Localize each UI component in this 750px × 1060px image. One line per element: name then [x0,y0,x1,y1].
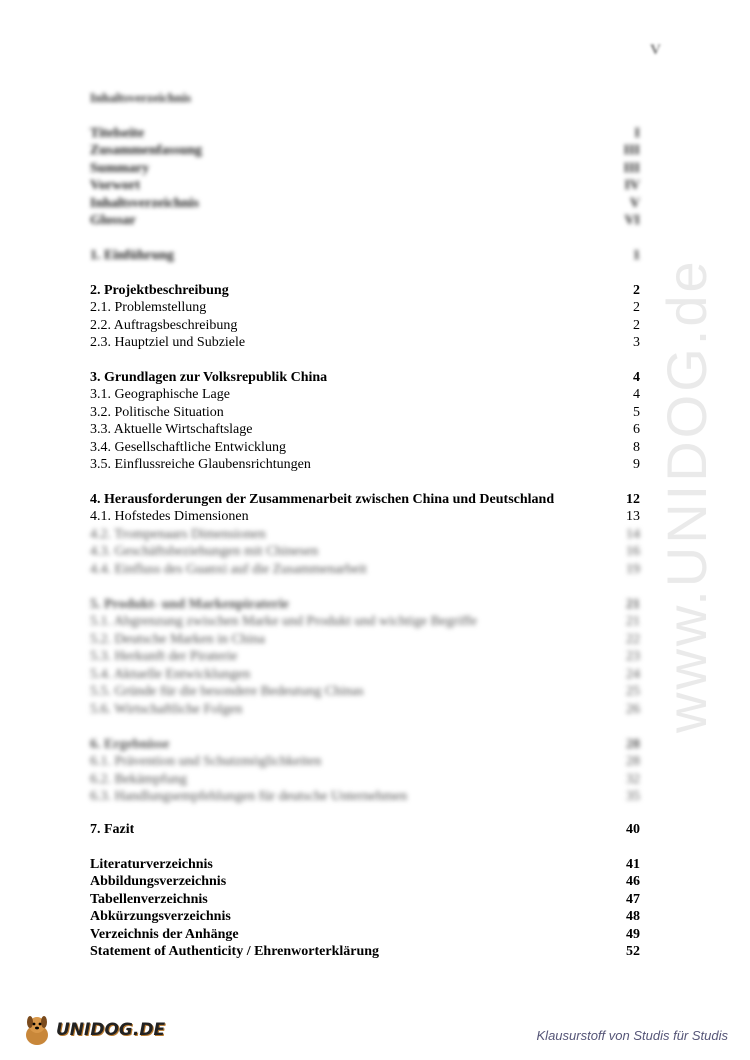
toc-entry-page: 26 [626,702,640,717]
toc-entry-label: Vorwort [90,178,141,193]
toc-entry [90,282,640,299]
toc-entry-label: 3.2. Politische Situation [90,405,224,420]
toc-entry-label: 7. Fazit [90,822,135,837]
toc-entry-page: 5 [633,405,640,420]
toc-entry-label: Glossar [90,213,136,228]
toc-entry-page: 32 [626,772,640,787]
toc-entry-page: 21 [626,597,640,612]
toc-entry-page: 16 [626,544,640,559]
toc-entry [90,736,640,753]
toc-entry-page: 2 [633,283,640,298]
toc-entry-label: 3.3. Aktuelle Wirtschaftslage [90,422,253,437]
toc-entry-label: Abkürzungsverzeichnis [90,909,231,924]
toc-entry-label: Verzeichnis der Anhänge [90,927,239,942]
toc-entry-page: 21 [626,614,640,629]
toc-entry [90,821,640,838]
toc-entry-label: 6. Ergebnisse [90,737,170,752]
toc-entry [90,317,640,334]
toc-entry-label: 4. Herausforderungen der Zusammenarbeit zwischen China und Deutschland [90,492,555,507]
toc-entry [90,456,640,473]
page-number: V [650,42,661,58]
toc-entry-page: 35 [626,789,640,804]
toc-entry [90,856,640,873]
toc-entry [90,613,640,630]
toc-entry [90,683,640,700]
toc-entry-label: 2.2. Auftragsbeschreibung [90,318,238,333]
toc-entry-label: 1. Einführung [90,248,175,263]
toc-entry [90,666,640,683]
toc-entry-page: 1 [633,248,640,263]
toc-entry-label: Abbildungsverzeichnis [90,874,227,889]
toc-entry-page: 47 [626,892,640,907]
toc-entry-label: 5.5. Gründe für die besondere Bedeutung Chinas [90,684,364,699]
toc-entry [90,299,640,316]
toc-entry [90,404,640,421]
toc-entry-page: 24 [626,667,640,682]
toc-entry-label: Inhaltsverzeichnis [90,196,199,211]
toc-entry-page: 14 [626,527,640,542]
toc-entry [90,195,640,212]
toc-entry-page: IV [624,178,640,193]
toc-entry-page: 2 [633,300,640,315]
toc-entry-page: 23 [626,649,640,664]
toc-entry-label: 5.2. Deutsche Marken in China [90,632,265,647]
toc-entry [90,247,640,264]
toc-entry-page: 3 [633,335,640,350]
toc-entry-label: Summary [90,161,150,176]
toc-entry-page: 8 [633,440,640,455]
toc-entry [90,771,640,788]
toc-entry-page: 22 [626,632,640,647]
toc-entry-label: 4.4. Einfluss des Guanxi auf die Zusammenarbeit [90,562,367,577]
toc-entry [90,421,640,438]
toc-entry-page: 6 [633,422,640,437]
toc-entry-page: 48 [626,909,640,924]
toc-entry-page: 41 [626,857,640,872]
toc-entry [90,701,640,718]
toc-entry-page: 28 [626,737,640,752]
toc-entry-page: 4 [633,387,640,402]
toc-entry [90,142,640,159]
toc-entry-page: 2 [633,318,640,333]
toc-entry [90,926,640,943]
toc-entry-page: III [623,161,640,176]
toc-entry-label: 5.6. Wirtschaftliche Folgen [90,702,243,717]
toc-entry [90,631,640,648]
toc-entry [90,891,640,908]
toc-entry-label: 5.1. Abgrenzung zwischen Marke und Produkt und wichtige Begriffe [90,614,477,629]
toc-entry-label: Statement of Authenticity / Ehrenworterklärung [90,944,380,959]
toc-entry-label: Titelseite [90,126,145,141]
toc-entry [90,491,640,508]
toc-entry-label: 2. Projektbeschreibung [90,283,229,298]
toc-entry-label: 6.1. Prävention und Schutzmöglichkeiten [90,754,322,769]
toc-entry-label: 5. Produkt- und Markenpiraterie [90,597,289,612]
toc-entry-page: 49 [626,927,640,942]
toc-entry [90,125,640,142]
toc-entry [90,386,640,403]
watermark: www.UNIDOG.de [655,258,718,733]
toc-entry-label: Zusammenfassung [90,143,203,158]
toc-entry [90,943,640,960]
toc-entry-page: 40 [626,822,640,837]
toc-entry-page: 9 [633,457,640,472]
toc-entry [90,212,640,229]
toc-entry [90,543,640,560]
toc-entry [90,160,640,177]
toc-entry [90,439,640,456]
unidog-logo [22,1010,165,1050]
toc-entry [90,369,640,386]
toc-entry-page: 28 [626,754,640,769]
toc-entry [90,788,640,805]
toc-entry-page: 4 [633,370,640,385]
toc-entry-label: 5.3. Herkunft der Piraterie [90,649,238,664]
logo-text: UNIDOG.DE [56,1020,166,1040]
toc-entry [90,753,640,770]
toc-entry-label: 3.1. Geographische Lage [90,387,230,402]
toc-entry-page: VI [624,213,640,228]
toc-entry-page: 52 [626,944,640,959]
toc-entry-label: 6.2. Bekämpfung [90,772,187,787]
toc-entry [90,561,640,578]
toc-entry-label: 3. Grundlagen zur Volksrepublik China [90,370,328,385]
footer-tagline: Klausurstoff von Studis für Studis [536,1028,728,1043]
toc-entry [90,177,640,194]
toc-entry [90,334,640,351]
toc-entry-page: I [634,126,640,141]
toc-entry-label: 4.1. Hofstedes Dimensionen [90,509,249,524]
toc-entry [90,508,640,525]
toc-entry-label: 2.1. Problemstellung [90,300,207,315]
toc-entry-label: 2.3. Hauptziel und Subziele [90,335,246,350]
toc-entry-page: 25 [626,684,640,699]
toc-entry-label: Literaturverzeichnis [90,857,213,872]
toc-entry-page: 13 [626,509,640,524]
toc-entry [90,873,640,890]
toc-entry-page: 12 [626,492,640,507]
toc-entry-label: 3.5. Einflussreiche Glaubensrichtungen [90,457,311,472]
toc-title: Inhaltsverzeichnis [90,90,192,105]
toc-entry-label: 4.3. Geschäftsbeziehungen mit Chinesen [90,544,319,559]
toc-entry-page: 19 [626,562,640,577]
dog-icon [22,1013,52,1047]
toc-entry [90,648,640,665]
toc-entry-page: III [623,143,640,158]
toc-entry [90,908,640,925]
toc-entry-label: 6.3. Handlungsempfehlungen für deutsche Unternehmen [90,789,408,804]
toc-entry [90,526,640,543]
toc-entry-label: Tabellenverzeichnis [90,892,208,907]
toc-entry-label: 5.4. Aktuelle Entwicklungen [90,667,251,682]
toc-entry-label: 3.4. Gesellschaftliche Entwicklung [90,440,286,455]
toc-entry [90,596,640,613]
toc-entry-label: 4.2. Trompenaars Dimensionen [90,527,266,542]
toc-entry-page: V [629,196,640,211]
toc-entry-page: 46 [626,874,640,889]
